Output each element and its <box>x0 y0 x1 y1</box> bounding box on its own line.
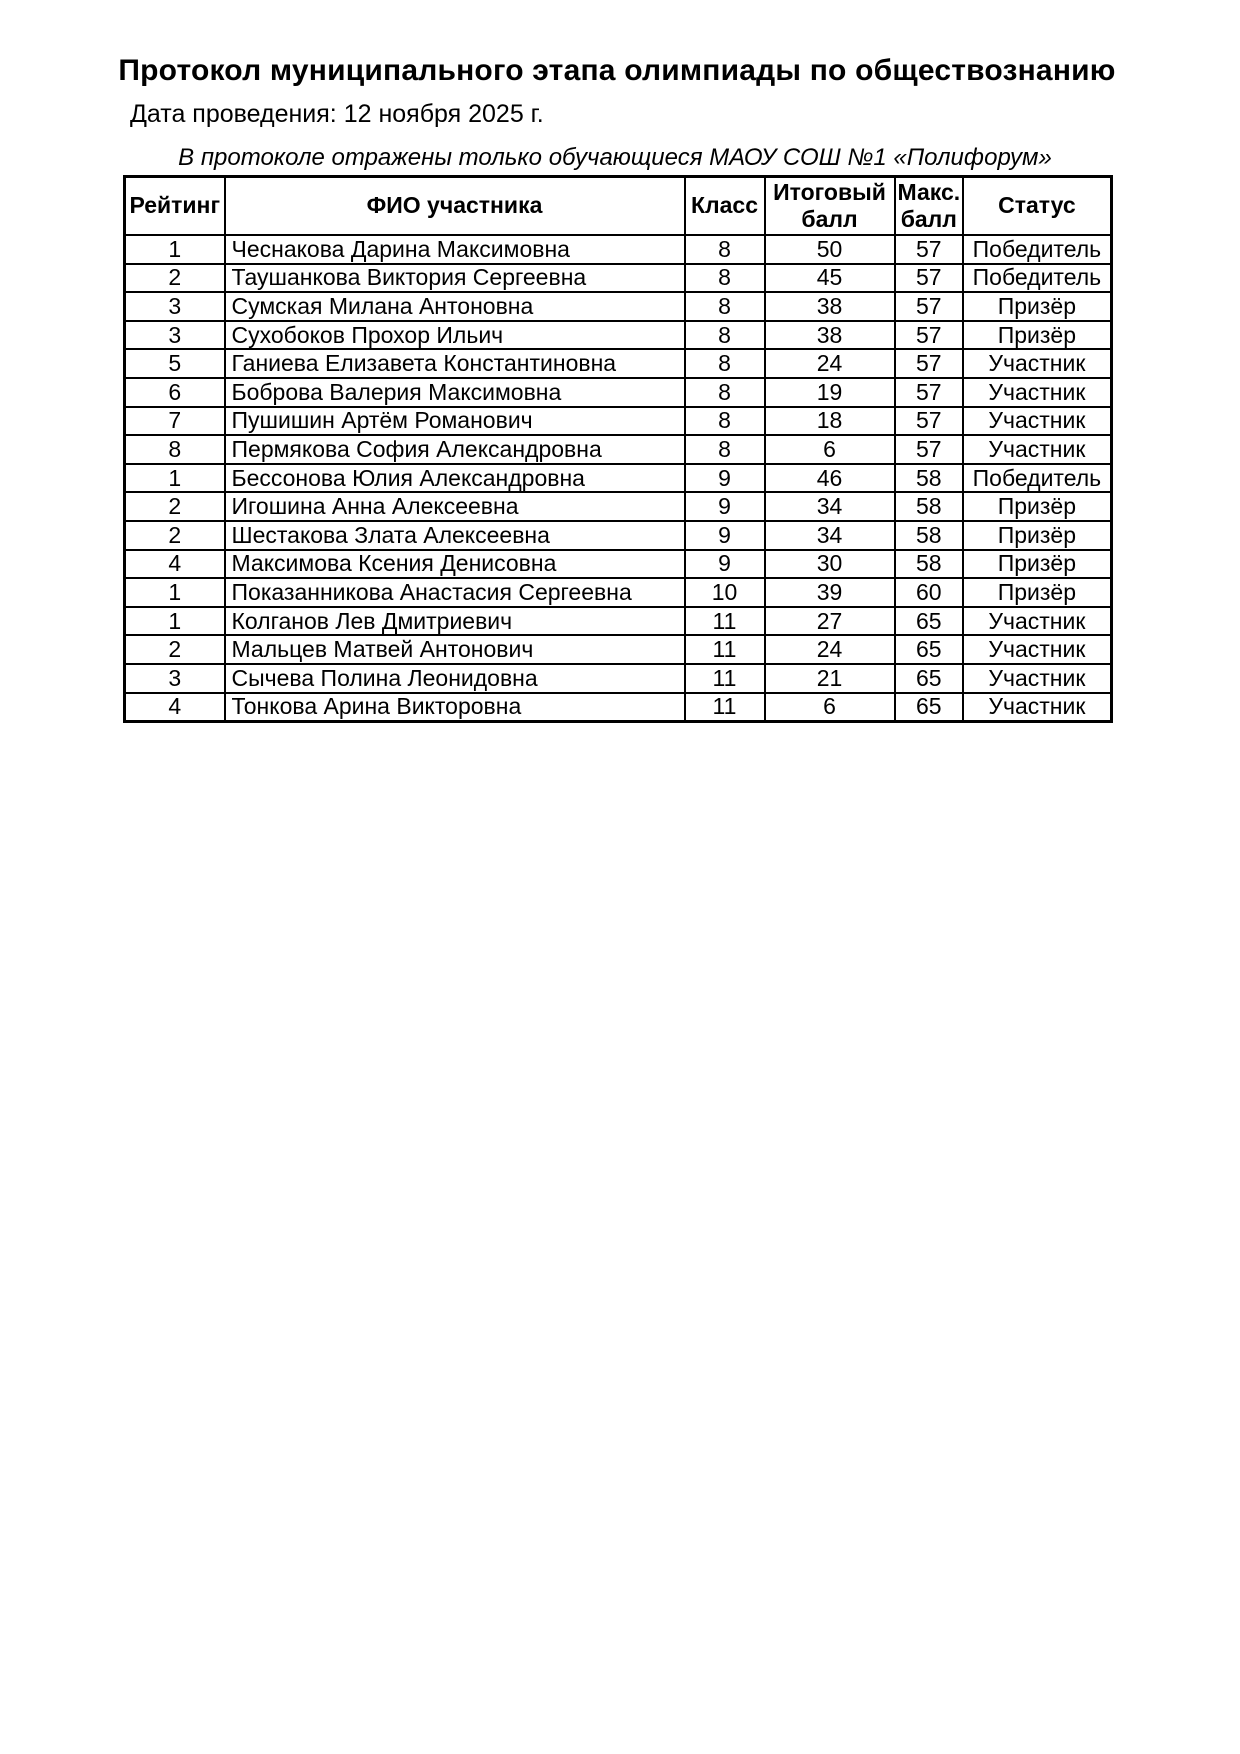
cell-score: 50 <box>765 235 895 264</box>
cell-name: Сумская Милана Антоновна <box>225 292 685 321</box>
cell-max: 57 <box>895 292 964 321</box>
cell-score: 24 <box>765 349 895 378</box>
table-row <box>125 664 1112 693</box>
cell-rating: 8 <box>125 435 225 464</box>
cell-rating: 1 <box>125 607 225 636</box>
cell-grade: 8 <box>685 264 765 293</box>
table-row <box>125 349 1112 378</box>
cell-name: Мальцев Матвей Антонович <box>225 635 685 664</box>
header-name: ФИО участника <box>225 177 685 236</box>
cell-score: 6 <box>765 693 895 722</box>
cell-max: 65 <box>895 693 964 722</box>
cell-grade: 9 <box>685 550 765 579</box>
table-row <box>125 292 1112 321</box>
cell-status: Победитель <box>963 464 1111 493</box>
table-row <box>125 521 1112 550</box>
cell-grade: 8 <box>685 292 765 321</box>
cell-score: 6 <box>765 435 895 464</box>
cell-rating: 1 <box>125 578 225 607</box>
table-row <box>125 635 1112 664</box>
cell-max: 65 <box>895 607 964 636</box>
cell-grade: 9 <box>685 464 765 493</box>
table-row <box>125 435 1112 464</box>
cell-name: Тонкова Арина Викторовна <box>225 693 685 722</box>
cell-max: 57 <box>895 235 964 264</box>
cell-status: Призёр <box>963 321 1111 350</box>
results-table <box>123 175 1113 723</box>
cell-grade: 10 <box>685 578 765 607</box>
table-row <box>125 378 1112 407</box>
cell-rating: 2 <box>125 264 225 293</box>
table-row <box>125 550 1112 579</box>
table-header-row <box>125 177 1112 236</box>
cell-name: Показанникова Анастасия Сергеевна <box>225 578 685 607</box>
header-status: Статус <box>963 177 1111 236</box>
cell-grade: 8 <box>685 321 765 350</box>
cell-rating: 7 <box>125 407 225 436</box>
table-row <box>125 693 1112 722</box>
cell-status: Участник <box>963 407 1111 436</box>
header-grade: Класс <box>685 177 765 236</box>
cell-score: 34 <box>765 492 895 521</box>
cell-score: 34 <box>765 521 895 550</box>
header-max: Макс. балл <box>895 177 964 236</box>
cell-status: Участник <box>963 349 1111 378</box>
cell-rating: 4 <box>125 550 225 579</box>
cell-name: Чеснакова Дарина Максимовна <box>225 235 685 264</box>
cell-status: Участник <box>963 607 1111 636</box>
cell-grade: 11 <box>685 693 765 722</box>
header-rating: Рейтинг <box>125 177 225 236</box>
cell-rating: 1 <box>125 464 225 493</box>
cell-max: 60 <box>895 578 964 607</box>
cell-max: 57 <box>895 378 964 407</box>
cell-max: 65 <box>895 635 964 664</box>
cell-status: Участник <box>963 435 1111 464</box>
cell-name: Пермякова София Александровна <box>225 435 685 464</box>
cell-score: 24 <box>765 635 895 664</box>
cell-status: Призёр <box>963 550 1111 579</box>
cell-grade: 8 <box>685 378 765 407</box>
cell-grade: 8 <box>685 349 765 378</box>
cell-score: 39 <box>765 578 895 607</box>
cell-max: 57 <box>895 264 964 293</box>
cell-max: 57 <box>895 321 964 350</box>
cell-max: 58 <box>895 492 964 521</box>
cell-name: Пушишин Артём Романович <box>225 407 685 436</box>
table-row <box>125 607 1112 636</box>
table-row <box>125 407 1112 436</box>
cell-grade: 11 <box>685 635 765 664</box>
cell-rating: 3 <box>125 292 225 321</box>
cell-score: 27 <box>765 607 895 636</box>
cell-name: Боброва Валерия Максимовна <box>225 378 685 407</box>
cell-status: Участник <box>963 378 1111 407</box>
table-row <box>125 264 1112 293</box>
cell-max: 65 <box>895 664 964 693</box>
cell-grade: 9 <box>685 521 765 550</box>
cell-score: 21 <box>765 664 895 693</box>
cell-grade: 8 <box>685 235 765 264</box>
cell-name: Таушанкова Виктория Сергеевна <box>225 264 685 293</box>
cell-status: Призёр <box>963 492 1111 521</box>
cell-grade: 9 <box>685 492 765 521</box>
cell-rating: 5 <box>125 349 225 378</box>
cell-score: 38 <box>765 321 895 350</box>
cell-max: 57 <box>895 435 964 464</box>
cell-name: Сухобоков Прохор Ильич <box>225 321 685 350</box>
cell-score: 38 <box>765 292 895 321</box>
table-row <box>125 235 1112 264</box>
cell-name: Колганов Лев Дмитриевич <box>225 607 685 636</box>
cell-max: 58 <box>895 550 964 579</box>
table-row <box>125 321 1112 350</box>
cell-name: Бессонова Юлия Александровна <box>225 464 685 493</box>
cell-name: Сычева Полина Леонидовна <box>225 664 685 693</box>
cell-status: Призёр <box>963 292 1111 321</box>
cell-grade: 8 <box>685 407 765 436</box>
page-title: Протокол муниципального этапа олимпиады по обществознанию <box>118 54 1116 87</box>
cell-status: Победитель <box>963 264 1111 293</box>
cell-rating: 4 <box>125 693 225 722</box>
cell-status: Призёр <box>963 521 1111 550</box>
cell-rating: 2 <box>125 492 225 521</box>
cell-name: Шестакова Злата Алексеевна <box>225 521 685 550</box>
scope-note: В протоколе отражены только обучающиеся МАОУ СОШ №1 «Полифорум» <box>178 144 1052 171</box>
table-row <box>125 492 1112 521</box>
cell-score: 18 <box>765 407 895 436</box>
cell-name: Игошина Анна Алексеевна <box>225 492 685 521</box>
cell-rating: 2 <box>125 635 225 664</box>
cell-name: Ганиева Елизавета Константиновна <box>225 349 685 378</box>
cell-status: Призёр <box>963 578 1111 607</box>
table-row <box>125 578 1112 607</box>
cell-max: 57 <box>895 349 964 378</box>
cell-status: Участник <box>963 693 1111 722</box>
cell-grade: 8 <box>685 435 765 464</box>
table-header <box>125 177 1112 236</box>
cell-status: Победитель <box>963 235 1111 264</box>
cell-score: 45 <box>765 264 895 293</box>
cell-status: Участник <box>963 635 1111 664</box>
header-score: Итоговый балл <box>765 177 895 236</box>
cell-grade: 11 <box>685 607 765 636</box>
cell-score: 46 <box>765 464 895 493</box>
cell-max: 58 <box>895 464 964 493</box>
cell-rating: 3 <box>125 664 225 693</box>
cell-grade: 11 <box>685 664 765 693</box>
cell-max: 57 <box>895 407 964 436</box>
cell-max: 58 <box>895 521 964 550</box>
cell-rating: 2 <box>125 521 225 550</box>
cell-rating: 6 <box>125 378 225 407</box>
cell-score: 30 <box>765 550 895 579</box>
cell-score: 19 <box>765 378 895 407</box>
table-row <box>125 464 1112 493</box>
cell-status: Участник <box>963 664 1111 693</box>
cell-rating: 3 <box>125 321 225 350</box>
cell-rating: 1 <box>125 235 225 264</box>
cell-name: Максимова Ксения Денисовна <box>225 550 685 579</box>
table-body <box>125 235 1112 721</box>
date-line: Дата проведения: 12 ноября 2025 г. <box>130 100 544 128</box>
